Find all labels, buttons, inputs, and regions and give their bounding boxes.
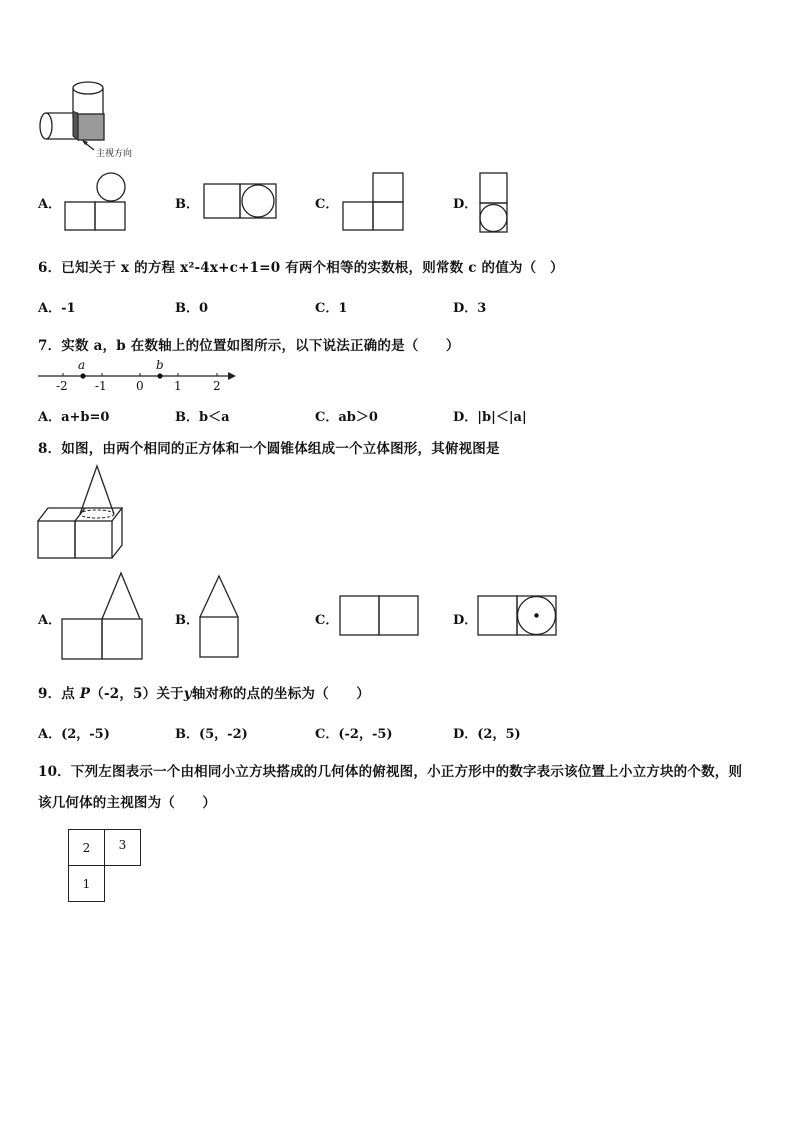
q9-stem-coord: （-2，5）关于 — [90, 686, 184, 702]
q6-stem: 6．已知关于 x 的方程 x²-4x+c+1=0 有两个相等的实数根，则常数 c 的值为（ ） — [38, 260, 564, 276]
q6-option-a[interactable]: A．-1 — [38, 301, 76, 316]
q8-option-d-label[interactable]: D． — [453, 613, 478, 628]
number-line-tick-label: 0 — [136, 379, 144, 393]
grid-cell: 2 — [68, 829, 105, 866]
q9-stem — [38, 682, 370, 702]
q10-stem-line1: 10．下列左图表示一个由相同小立方块搭成的几何体的俯视图，小正方形中的数字表示该位置上小立方块的个数，则 — [38, 764, 743, 780]
q8-option-a-figure — [61, 572, 143, 662]
q6-option-d[interactable]: D．3 — [453, 301, 487, 316]
q8-option-d-figure — [477, 595, 559, 637]
number-line-tick-label: -1 — [95, 379, 107, 393]
q5-option-a-label[interactable]: A． — [38, 197, 62, 212]
grid-cell: 1 — [68, 865, 105, 902]
q9-option-b[interactable]: B．(5，-2) — [175, 727, 248, 742]
q7-stem: 7．实数 a，b 在数轴上的位置如图所示，以下说法正确的是（ ） — [38, 338, 460, 354]
q6-option-b[interactable]: B．0 — [175, 301, 209, 316]
q8-stem: 8．如图，由两个相同的正方体和一个圆锥体组成一个立体图形，其俯视图是 — [38, 441, 500, 457]
grid-cell: 3 — [104, 829, 141, 866]
q5-option-c-figure — [341, 172, 405, 232]
q8-option-a-label[interactable]: A． — [38, 613, 62, 628]
q7-option-d[interactable]: D．|b|＜|a| — [453, 410, 527, 425]
view-direction-label: 主视方向 — [96, 149, 133, 159]
q9-stem-prefix: 9．点 — [38, 686, 80, 702]
q7-option-b[interactable]: B．b＜a — [175, 410, 230, 425]
q8-option-c-figure — [339, 595, 421, 637]
q5-option-b-label[interactable]: B． — [175, 197, 199, 212]
q9-option-a[interactable]: A．(2，-5) — [38, 727, 110, 742]
q9-axis-name: y — [183, 686, 192, 702]
q7-option-c[interactable]: C．ab＞0 — [315, 410, 378, 425]
q5-option-a-figure — [64, 172, 128, 232]
q9-stem-suffix: 轴对称的点的坐标为（ ） — [191, 686, 370, 702]
q8-option-c-label[interactable]: C． — [315, 613, 339, 628]
number-line-tick-label: 1 — [174, 379, 182, 393]
top-view-grid — [68, 829, 144, 905]
q9-option-d[interactable]: D．(2，5) — [453, 727, 521, 742]
q8-option-b-label[interactable]: B． — [175, 613, 199, 628]
q5-option-b-figure — [203, 183, 277, 219]
q6-option-c[interactable]: C．1 — [315, 301, 348, 316]
number-line-point-b-label: b — [156, 358, 164, 372]
q5-option-d-figure — [479, 172, 509, 234]
number-line-tick-label: -2 — [56, 379, 68, 393]
q5-option-d-label[interactable]: D． — [453, 197, 478, 212]
q7-option-a[interactable]: A．a+b=0 — [38, 410, 110, 425]
q10-stem-line2: 该几何体的主视图为（ ） — [38, 795, 217, 811]
q8-solid-figure — [36, 463, 128, 563]
q9-option-c[interactable]: C．(-2，-5) — [315, 727, 393, 742]
number-line-tick-label: 2 — [213, 379, 221, 393]
q9-point-name: P — [79, 686, 91, 702]
q8-option-b-figure — [199, 575, 241, 659]
q5-option-c-label[interactable]: C． — [315, 197, 339, 212]
number-line-point-a-label: a — [78, 358, 86, 372]
number-line — [36, 358, 241, 396]
